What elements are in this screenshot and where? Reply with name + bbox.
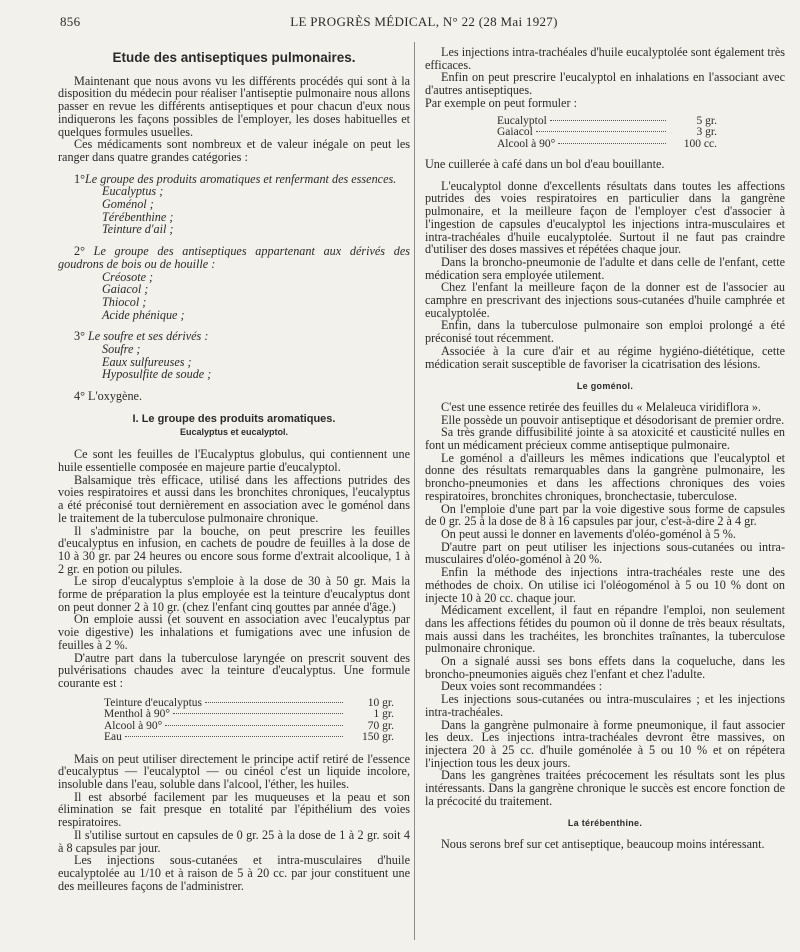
- category-heading: [58, 390, 410, 403]
- paragraph: Dans les gangrènes traitées précocement les résultats sont les plus intéressants. Dans la gangrène chronique le succès est encore fonction de la précocité du traitement.: [425, 768, 785, 808]
- category-title: Le groupe des antiseptiques appartenant aux dérivés des goudrons de bois ou de houille :: [58, 244, 410, 271]
- list-item: Goménol ;: [102, 197, 154, 212]
- paragraph: Enfin, dans la tuberculose pulmonaire son emploi prolongé a été préconisé tout récemment.: [425, 318, 785, 346]
- paragraph: Le sirop d'eucalyptus s'emploie à la dose de 30 à 50 gr. Mais la forme de préparation la plus employée est la teinture d'eucalyptus dont on peut donner 2 à 10 gr. (chez l'enfant cinq gouttes par année d'âge.): [58, 574, 410, 614]
- formula-quantity: 70 gr.: [367, 719, 394, 732]
- paragraph: Elle possède un pouvoir antiseptique et désodorisant de premier ordre.: [441, 412, 785, 427]
- formula-quantity: 3 gr.: [696, 126, 717, 139]
- paragraph: Ces médicaments sont nombreux et de valeur inégale on peut les ranger dans quatre grandes catégories :: [58, 137, 410, 164]
- category-number: 3°: [74, 329, 85, 344]
- paragraph: Chez l'enfant la meilleure façon de la donner est de l'associer au camphre en prescrivant des injections sous-cutanées d'huile camphrée et eucalyptolée.: [425, 280, 785, 320]
- formula-row: [104, 709, 394, 721]
- paragraph: Balsamique très efficace, utilisé dans les affections putrides des voies respiratoires et aussi dans les bronchites chroniques, l'eucalyptus a été préconisé tout dernièrement en association avec le goménol dans le traitement de la tuberculose pulmonaire chronique.: [58, 472, 410, 525]
- formula-table: [497, 116, 717, 151]
- paragraph: On emploie aussi (et souvent en association avec l'eucalyptus par voie digestive) les inhalations et fumigations avec une infusion de feuilles à 2 %.: [58, 612, 410, 652]
- paragraph: Par exemple on peut formuler :: [425, 95, 577, 110]
- paragraph: Enfin la méthode des injections intra-trachéales reste une des méthodes de choix. On utilise ici l'oléogoménol à 5 ou 10 % dont on injecte 10 à 20 cc. chaque jour.: [425, 565, 785, 605]
- formula-quantity: 10 gr.: [367, 696, 394, 709]
- category-group: [58, 330, 410, 381]
- left-column: [58, 46, 410, 892]
- formula-row: [497, 139, 717, 151]
- paragraph: On peut aussi le donner en lavements d'oléo-goménol à 5 %.: [441, 527, 736, 541]
- list-item: Hyposulfite de soude ;: [102, 367, 212, 382]
- list-item: Acide phénique ;: [102, 307, 185, 322]
- formula-row: [497, 127, 717, 139]
- paragraph: Le goménol a d'ailleurs les mêmes indications que l'eucalyptol et donne des résultats remarquables dans la gangrène pulmonaire, les broncho-pneumonies et dans les affections chroniques des voies respiratoires, bronchites chroniques, bronchectasie, tuberculose.: [425, 450, 785, 503]
- formula-ingredient: Menthol à 90°: [104, 708, 170, 721]
- journal-title: LE PROGRÈS MÉDICAL, N° 22 (28 Mai 1927): [290, 14, 558, 29]
- list-item: Créosote ;: [102, 269, 154, 284]
- paragraph: Deux voies sont recommandées :: [441, 679, 603, 694]
- category-items: [58, 271, 410, 322]
- section-heading: La térébenthine.: [567, 818, 643, 829]
- formula-row: [104, 732, 394, 744]
- category-number: 1°: [74, 171, 85, 186]
- list-item: Teinture d'ail ;: [102, 222, 174, 237]
- formula-row: [104, 721, 394, 733]
- category-group: [58, 390, 410, 403]
- paragraph: Les injections sous-cutanées et intra-musculaires d'huile eucalyptolée au 1/10 et à raison de 5 à 20 cc. par jour constituent une des meilleures façons de l'administrer.: [58, 853, 410, 893]
- list-item: Soufre ;: [102, 342, 141, 357]
- section-heading: I. Le groupe des produits aromatiques.: [132, 412, 336, 425]
- category-title: Le groupe des produits aromatiques et renfermant des essences.: [84, 171, 397, 186]
- formula-quantity: 150 gr.: [362, 731, 394, 744]
- paragraph: Sa très grande diffusibilité jointe à sa atoxicité et causticité nulles en font un médicament précieux comme antiseptique pulmonaire.: [425, 425, 785, 453]
- formula-ingredient: Eau: [104, 731, 122, 744]
- category-number: 4°: [74, 389, 85, 404]
- paragraph: D'autre part on peut utiliser les injections sous-cutanées ou intra-musculaires d'oléo-goménol à 20 %.: [425, 539, 785, 567]
- category-title: Le soufre et ses dérivés :: [88, 329, 209, 344]
- list-item: Gaiacol ;: [102, 282, 149, 297]
- paragraph: Il est absorbé facilement par les muqueuses et la peau et son élimination se fait presque en totalité par l'épithélium des voies respiratoires.: [58, 789, 410, 830]
- formula-quantity: 1 gr.: [373, 708, 394, 721]
- paragraph: On l'emploie d'une part par la voie digestive sous forme de capsules de 0 gr. 25 à la dose de 8 à 16 capsules par jour, c'est-à-dire 2 à 4 gr.: [425, 501, 785, 529]
- category-number: 2°: [74, 244, 85, 259]
- article-title: Etude des antiseptiques pulmonaires.: [112, 50, 356, 65]
- page-number: 856: [60, 14, 81, 29]
- paragraph: Ce sont les feuilles de l'Eucalyptus globulus, qui contiennent une huile essentielle composée en majeure partie d'eucalyptol.: [58, 447, 410, 474]
- paragraph: Dans la gangrène pulmonaire à forme pneumonique, il faut associer les deux. Les injections intra-trachéales devront être massives, on injectera 20 à 25 cc. d'huile goménolée à 5 ou 10 % et on répétera l'injection tous les deux jours.: [425, 717, 785, 770]
- formula-ingredient: Alcool à 90°: [497, 137, 556, 150]
- paragraph: Associée à la cure d'air et au régime hygiéno-diététique, cette médication serait susceptible de favoriser la cicatrisation des lésions.: [425, 343, 785, 371]
- category-items: [58, 185, 410, 236]
- paragraph: Mais on peut utiliser directement le principe actif retiré de l'essence d'eucalyptus — l'eucalyptol — ou cinéol c'est un liquide incolore, insoluble dans l'eau, soluble dans l'alcool, l'éther, les huiles.: [58, 751, 410, 792]
- paragraph: Maintenant que nous avons vu les différents procédés qui sont à la disposition du médecin pour réaliser l'antiseptie pulmonaire nous allons passer en revue les différents antiseptiques et pour chacun d'eux nous indiquerons les façons possibles de l'employer, les doses habituelles et quelques formules usuelles.: [58, 73, 410, 139]
- category-items: [58, 343, 410, 381]
- formula-ingredient: Alcool à 90°: [104, 719, 163, 732]
- category-title: L'oxygène.: [88, 389, 142, 404]
- formula-ingredient: Eucalyptol: [497, 114, 547, 127]
- paragraph: Nous serons bref sur cet antiseptique, beaucoup moins intéressant.: [441, 837, 765, 852]
- paragraph: Les injections sous-cutanées ou intra-musculaires ; et les injections intra-trachéales.: [425, 692, 785, 719]
- formula-ingredient: Teinture d'eucalyptus: [104, 696, 203, 709]
- formula-quantity: 5 gr.: [696, 114, 717, 127]
- paragraph: Il s'utilise surtout en capsules de 0 gr. 25 à la dose de 1 à 2 gr. soit 4 à 8 capsules par jour.: [58, 827, 410, 855]
- category-heading: [58, 245, 410, 270]
- paragraph: C'est une essence retirée des feuilles du « Melaleuca viridiflora ».: [441, 399, 761, 414]
- formula-quantity: 100 cc.: [683, 137, 717, 150]
- list-item: Thiocol ;: [102, 294, 147, 309]
- list-item: Térébenthine ;: [102, 209, 174, 224]
- paragraph: L'eucalyptol donne d'excellents résultats dans toutes les affections putrides des voies respiratoires en particulier dans la gangrène pulmonaire, et la meilleure façon de l'employer c'est d'associer à l'ingestion de capsules d'eucalyptol les injections intra-musculaires et intra-trachéales d'huile eucalyptolée. Surtout il ne faut pas craindre d'utiliser des doses massives et répétées chaque jour.: [425, 178, 785, 257]
- category-group: [58, 245, 410, 321]
- paragraph: Dans la broncho-pneumonie de l'adulte et dans celle de l'enfant, cette médication sera employée utilement.: [425, 254, 785, 282]
- paragraph: Il s'administre par la bouche, on peut prescrire les feuilles d'eucalyptus en infusion, en cachets de poudre de feuilles à la dose de 10 à 30 gr. par 24 heures ou encore sous forme d'extrait alcoolique, 1 à 2 gr. en potion ou pilules.: [58, 523, 410, 576]
- paragraph: Médicament excellent, il faut en répandre l'emploi, non seulement dans les affections fétides du poumon où il donne de très beaux résultats, mais aussi dans les trachéites, les bronchites traînantes, la tuberculose pulmonaire chronique.: [425, 603, 785, 656]
- right-column: [425, 46, 785, 851]
- formula-table: [104, 698, 394, 744]
- list-item: Eucalyptus ;: [102, 184, 164, 199]
- list-item: Eaux sulfureuses ;: [102, 354, 192, 369]
- running-head: [60, 14, 788, 32]
- formula-ingredient: Gaiacol: [497, 126, 533, 139]
- paragraph: On a signalé aussi ses bons effets dans la coqueluche, dans les broncho-pneumonies aiguës chez l'enfant et chez l'adulte.: [425, 654, 785, 681]
- category-group: [58, 173, 410, 237]
- subsection-heading: Eucalyptus et eucalyptol.: [179, 426, 289, 437]
- column-divider: [414, 42, 415, 940]
- paragraph: D'autre part dans la tuberculose laryngée on prescrit souvent des pulvérisations chaudes avec la teinture d'eucalyptus. Une formule courante est :: [58, 650, 410, 690]
- paragraph: Les injections intra-trachéales d'huile eucalyptolée sont également très efficaces.: [425, 45, 785, 72]
- paragraph: Une cuillerée à café dans un bol d'eau bouillante.: [425, 157, 665, 172]
- section-heading: Le goménol.: [576, 381, 634, 392]
- paragraph: Enfin on peut prescrire l'eucalyptol en inhalations en l'associant avec d'autres antiseptiques.: [425, 70, 785, 98]
